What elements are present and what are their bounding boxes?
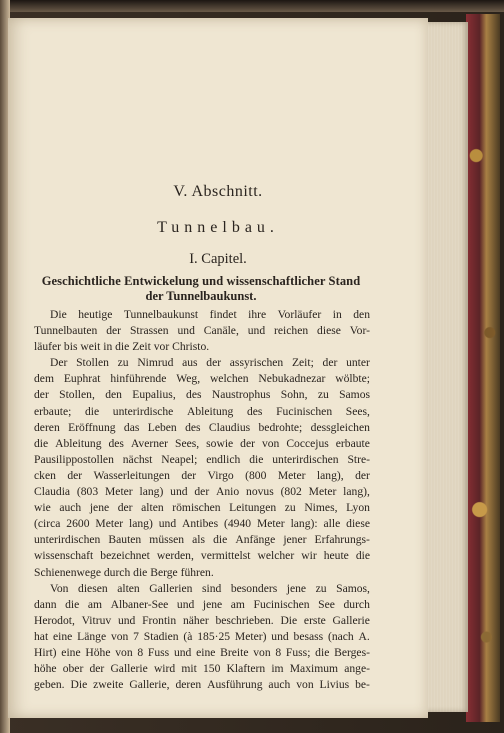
text-line: hat eine Länge von 7 Stadien (à 185·25 Meter) und besass (nach A. — [34, 629, 370, 643]
marbled-cover-edge — [466, 14, 500, 722]
text-line: (circa 2600 Meter lang) und Antibes (4940 Meter lang): alle diese — [34, 517, 370, 531]
text-line: geben. Die zweite Gallerie, deren Ausführung auch von Livius be- — [34, 678, 370, 692]
text-line: höhe ober der Gallerie wird mit 150 Klaftern im Maximum ange- — [34, 662, 370, 676]
paragraph — [34, 581, 370, 694]
book-top-shadow — [0, 0, 504, 12]
section-heading: V. Abschnitt. — [173, 183, 263, 200]
text-line: Die heutige Tunnelbaukunst findet ihre Vorläufer in den — [50, 308, 370, 321]
subtitle-line: Geschichtliche Entwickelung und wissenschaftlicher Stand — [41, 274, 361, 288]
text-line: erbaute; die unterirdische Ableitung des Fucinischen Sees, — [34, 404, 370, 418]
text-line: unterirdischen Bauten müssen als die Anfänge jener Erfahrungs- — [34, 533, 370, 547]
text-line: Der Stollen zu Nimrud aus der assyrischen Zeit; der unter — [50, 356, 370, 370]
text-line: wissenschaft bezeichnet werden, vermittelst welcher wir heute die — [34, 549, 370, 563]
text-line: Claudia (803 Meter lang) und der Anio novus (802 Meter lang), — [34, 485, 370, 499]
text-line: cken der Wasserleitungen der Virgo (800 Meter lang), der — [34, 468, 370, 482]
page-title: Tunnelbau. — [157, 219, 279, 236]
body-text — [34, 307, 370, 693]
text-line: die Ableitung des Averner Sees, sowie der von Coccejus erbaute — [34, 436, 370, 450]
text-line: wie auch jene der alten römischen Leitungen zu Nimes, Lyon — [34, 501, 370, 515]
text-line: Von diesen alten Gallerien sind besonders jene zu Samos, — [50, 581, 370, 595]
paragraph — [34, 307, 370, 355]
text-line: dem Euphrat hinführende Weg, welchen Nebukadnezar wölbte; — [34, 372, 370, 386]
book-page — [8, 18, 428, 718]
text-line: der Stollen, den Eupalius, des Naustrophus Sohn, zu Samos — [34, 388, 370, 402]
chapter-subtitle — [32, 274, 370, 304]
text-line: läufer bis weit in die Zeit vor Christo. — [34, 340, 210, 354]
text-line: deren Eröffnung das Leben des Claudius bedrohte; dessgleichen — [34, 420, 370, 434]
chapter-heading: I. Capitel. — [189, 251, 247, 267]
text-line: dann die am Albaner-See und jene am Fucinischen See durch — [34, 597, 370, 611]
subtitle-line: der Tunnelbaukunst. — [145, 289, 257, 303]
text-line: Herodot, Vitruv und Frontin näher beschrieben. Die erste Gallerie — [34, 613, 370, 627]
text-line: Hirt) eine Höhe von 8 Fuss und eine Breite von 8 Fuss; die Berges- — [34, 645, 370, 659]
text-line: Tunnelbauten der Strassen und Canäle, und reichen diese Vor- — [34, 324, 370, 338]
text-line: Schienenwege durch die Berge führen. — [34, 565, 214, 579]
paragraph — [34, 355, 370, 580]
page-fore-edges — [424, 22, 468, 712]
text-line: Pausilippostollen nächst Neapel; endlich die unterirdischen Stre- — [34, 452, 370, 466]
